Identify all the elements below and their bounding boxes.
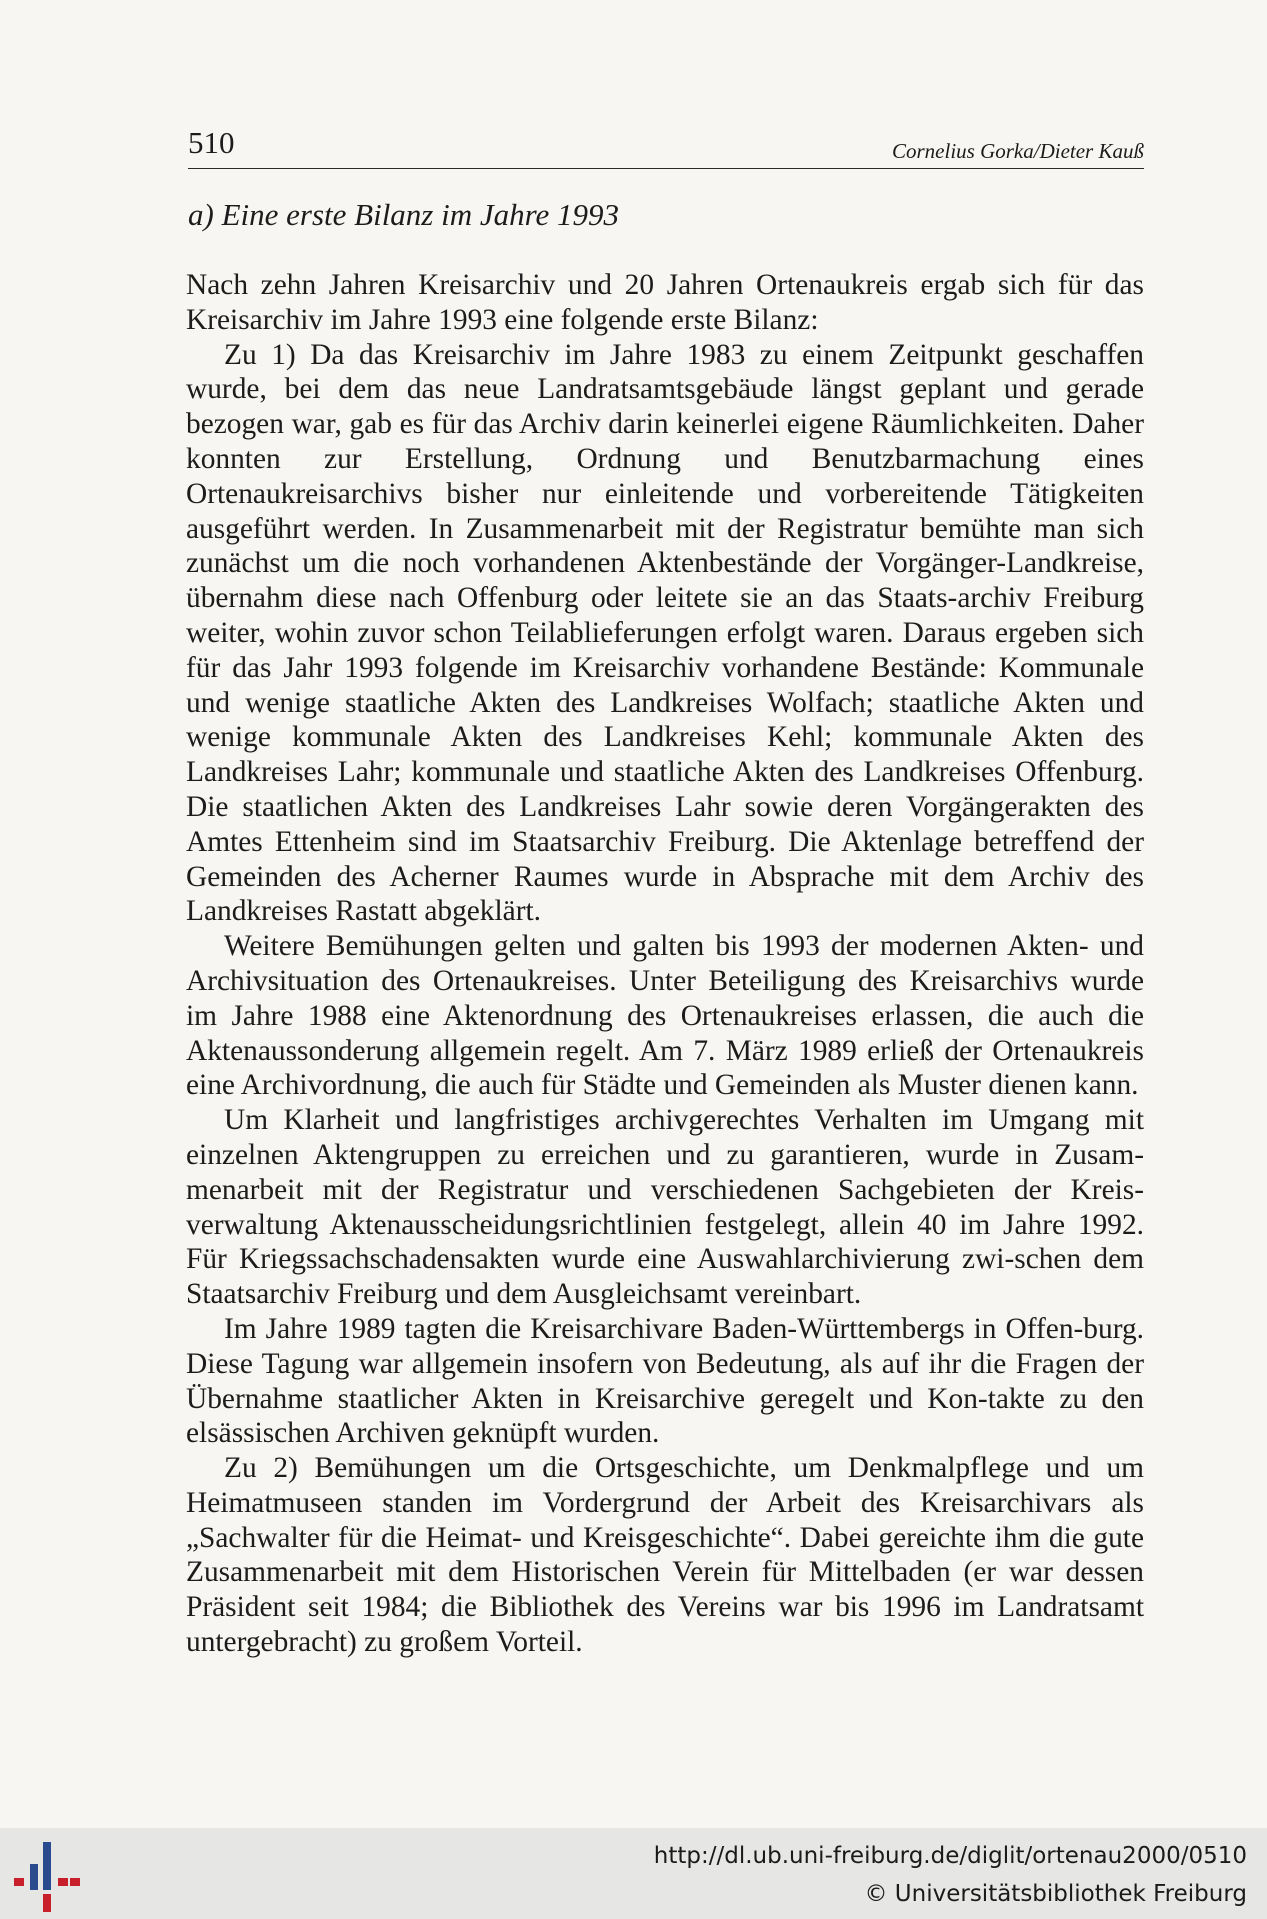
logo-bar-blue-tall [43,1842,51,1890]
logo-bar-red-right [58,1878,68,1886]
paragraph-guidelines: Um Klarheit und langfristiges archivgerechtes Verhalten im Umgang mit einzelnen Aktengruppen zu erreichen und zu garantieren, wurde in Zusam-menarbeit mit der Registratur und verschiedenen Sachgebieten der Kreis-verwaltung Aktenausscheidungsrichtlinien festgelegt, allein 40 im Jahre 1992. Für Kriegssachschadensakten wurde eine Auswahlarchivierung zwi-schen dem Staatsarchiv Freiburg und dem Ausgleichsamt vereinbart. [186,1104,1144,1311]
paragraph-zu-1: Zu 1) Da das Kreisarchiv im Jahre 1983 zu einem Zeitpunkt geschaffen wurde, bei dem das neue Landratsamtsgebäude längst geplant und gerade bezogen war, gab es für das Archiv darin keinerlei eigene Räumlichkeiten. Daher konnten zur Erstellung, Ordnung und Benutzbarmachung eines Ortenaukreisarchivs bisher nur einleitende und vorbereitende Tätigkeiten ausgeführt werden. In Zusammenarbeit mit der Registratur bemühte man sich zunächst um die noch vorhandenen Aktenbestände der Vorgänger-Landkreise, übernahm diese nach Offenburg oder leitete sie an das Staats-archiv Freiburg weiter, wohin zuvor schon Teilablieferungen erfolgt waren. Daraus ergeben sich für das Jahr 1993 folgende im Kreisarchiv vorhandene Bestände: Kommunale und wenige staatliche Akten des Landkreises Wolfach; staatliche Akten und wenige kommunale Akten des Landkreises Kehl; kommunale Akten des Landkreises Lahr; kommunale und staatliche Akten des Landkreises Offenburg. Die staatlichen Akten des Landkreises Lahr sowie deren Vorgängerakten des Amtes Ettenheim sind im Staatsarchiv Freiburg. Die Aktenlage betreffend der Gemeinden des Acherner Raumes wurde in Absprache mit dem Archiv des Landkreises Rastatt abgeklärt. [186,338,1144,928]
logo-bar-blue-left [30,1864,38,1890]
page-number: 510 [188,125,235,160]
logo-bar-red-left [14,1878,24,1886]
permalink-url-link[interactable]: http://dl.ub.uni-freiburg.de/diglit/ortenau2000/0510 [653,1843,1247,1869]
copyright-notice: © Universitätsbibliothek Freiburg [864,1881,1247,1907]
paragraph-modern-files: Weitere Bemühungen gelten und galten bis 1993 der modernen Akten- und Archivsituation des Ortenaukreises. Unter Beteiligung des Kreisarchivs wurde im Jahre 1988 eine Aktenordnung des Ortenaukreises erlassen, die auch die Aktenaussonderung allgemein regelt. Am 7. März 1989 erließ der Ortenaukreis eine Archivordnung, die auch für Städte und Gemeinden als Muster dienen kann. [186,930,1144,1102]
logo-bar-red-mid [43,1894,51,1912]
paragraph-zu-2: Zu 2) Bemühungen um die Ortsgeschichte, um Denkmalpflege und um Heimatmuseen standen im Vordergrund der Arbeit des Kreisarchivars als „Sachwalter für die Heimat- und Kreisgeschichte“. Dabei gereichte ihm die gute Zusammenarbeit mit dem Historischen Verein für Mittelbaden (er war dessen Präsident seit 1984; die Bibliothek des Vereins war bis 1996 im Landratsamt untergebracht) zu großem Vorteil. [186,1452,1144,1659]
section-heading: a) Eine erste Bilanz im Jahre 1993 [188,197,620,232]
paragraph-intro: Nach zehn Jahren Kreisarchiv und 20 Jahren Ortenaukreis ergab sich für das Kreisarchiv im Jahre 1993 eine folgende erste Bilanz: [186,269,1144,336]
running-head-authors: Cornelius Gorka/Dieter Kauß [892,139,1144,163]
page-header [188,124,1144,169]
body-text [186,268,1144,1660]
ub-freiburg-logo-icon[interactable] [14,1842,80,1912]
paragraph-conference: Im Jahre 1989 tagten die Kreisarchivare Baden-Württembergs in Offen-burg. Diese Tagung war allgemein insofern von Bedeutung, als auf ihr die Fragen der Übernahme staatlicher Akten in Kreisarchive geregelt und Kon-takte zu den elsässischen Archiven geknüpft wurden. [186,1312,1144,1450]
viewer-footer [0,1828,1267,1919]
logo-bar-red-right2 [70,1878,80,1886]
